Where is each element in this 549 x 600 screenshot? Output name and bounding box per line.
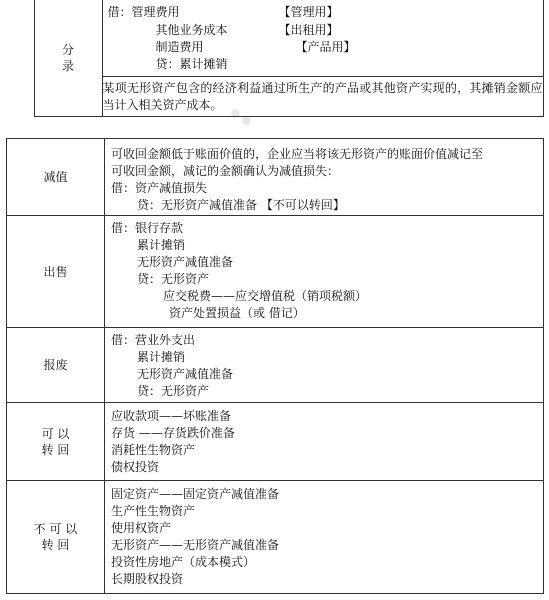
scrap-label: 报废 [7, 328, 105, 403]
disposal-table [6, 138, 544, 594]
irreversible-item: 投资性房地产（成本模式） [111, 555, 256, 569]
sale-debit-bank: 借：银行存款 [111, 221, 184, 235]
tag-admin-use: 【管理用】 [278, 5, 339, 19]
impairment-line2: 可收回金额，减记的金额确认为减值损失： [111, 164, 340, 178]
entry-label-line1: 分 [61, 43, 74, 57]
impairment-label: 减值 [7, 139, 105, 216]
entry-note-cell: 某项无形资产包含的经济利益通过所生产的产品或其他资产实现的，其摊销金额应当计入相关资产成本。 [102, 77, 543, 117]
impairment-line1: 可收回金额低于账面价值的，企业应当将该无形资产的账面价值减记至 [111, 147, 484, 161]
irreversible-item: 无形资产——无形资产减值准备 [111, 538, 280, 552]
sale-impair-reserve: 无形资产减值准备 [137, 255, 234, 269]
impairment-debit: 借：资产减值损失 [111, 181, 208, 195]
irreversible-item: 长期股权投资 [111, 572, 184, 586]
entry-label-line2: 录 [61, 59, 74, 73]
irreversible-content [105, 481, 544, 594]
scrap-impair-reserve: 无形资产减值准备 [137, 367, 234, 381]
sale-content [105, 216, 544, 328]
irreversible-label-line2: 转 回 [41, 538, 70, 552]
debit-admin-expense: 借：管理费用 [107, 5, 180, 19]
entry-content-cell [102, 0, 543, 77]
irreversible-item: 使用权资产 [111, 521, 172, 535]
tag-product-use: 【产品用】 [295, 40, 356, 54]
impairment-content [105, 139, 544, 216]
irreversible-item: 固定资产——固定资产减值准备 [111, 487, 280, 501]
entry-label-cell [34, 0, 102, 117]
tag-leasing-use: 【出租用】 [278, 23, 339, 37]
reversible-content [105, 403, 544, 481]
scrap-content [105, 328, 544, 403]
impairment-credit: 贷：无形资产减值准备 【不可以转回】 [137, 198, 345, 212]
reversible-item: 存货 ——存货跌价准备 [111, 426, 235, 440]
credit-accumulated-amortization: 贷：累计摊销 [155, 57, 228, 71]
left-blank-cell [6, 0, 34, 117]
sale-credit-intangible: 贷：无形资产 [137, 272, 210, 286]
sale-accum-amort: 累计摊销 [137, 238, 186, 252]
reversible-label [7, 403, 105, 481]
scrap-debit-nonop: 借：营业外支出 [111, 333, 196, 347]
sale-label: 出售 [7, 216, 105, 328]
watermark: ● ● [228, 104, 255, 129]
scrap-accum-amort: 累计摊销 [137, 350, 186, 364]
other-business-cost: 其他业务成本 [155, 23, 228, 37]
reversible-label-line2: 转 回 [41, 442, 70, 457]
manufacturing-overhead: 制造费用 [155, 40, 204, 54]
sale-disposal-gain: 资产处置损益（或 借记） [169, 306, 305, 320]
irreversible-label-line1: 不 可 以 [33, 522, 78, 536]
amortization-table [6, 0, 544, 117]
reversible-item: 消耗性生物资产 [111, 443, 196, 457]
reversible-label-line1: 可 以 [41, 426, 70, 441]
reversible-item: 债权投资 [111, 460, 160, 474]
sale-vat-output: 应交税费——应交增值税（销项税额） [163, 289, 368, 303]
irreversible-item: 生产性生物资产 [111, 504, 196, 518]
irreversible-label [7, 481, 105, 594]
reversible-item: 应收款项——坏账准备 [111, 409, 232, 423]
scrap-credit-intangible: 贷：无形资产 [137, 384, 210, 398]
